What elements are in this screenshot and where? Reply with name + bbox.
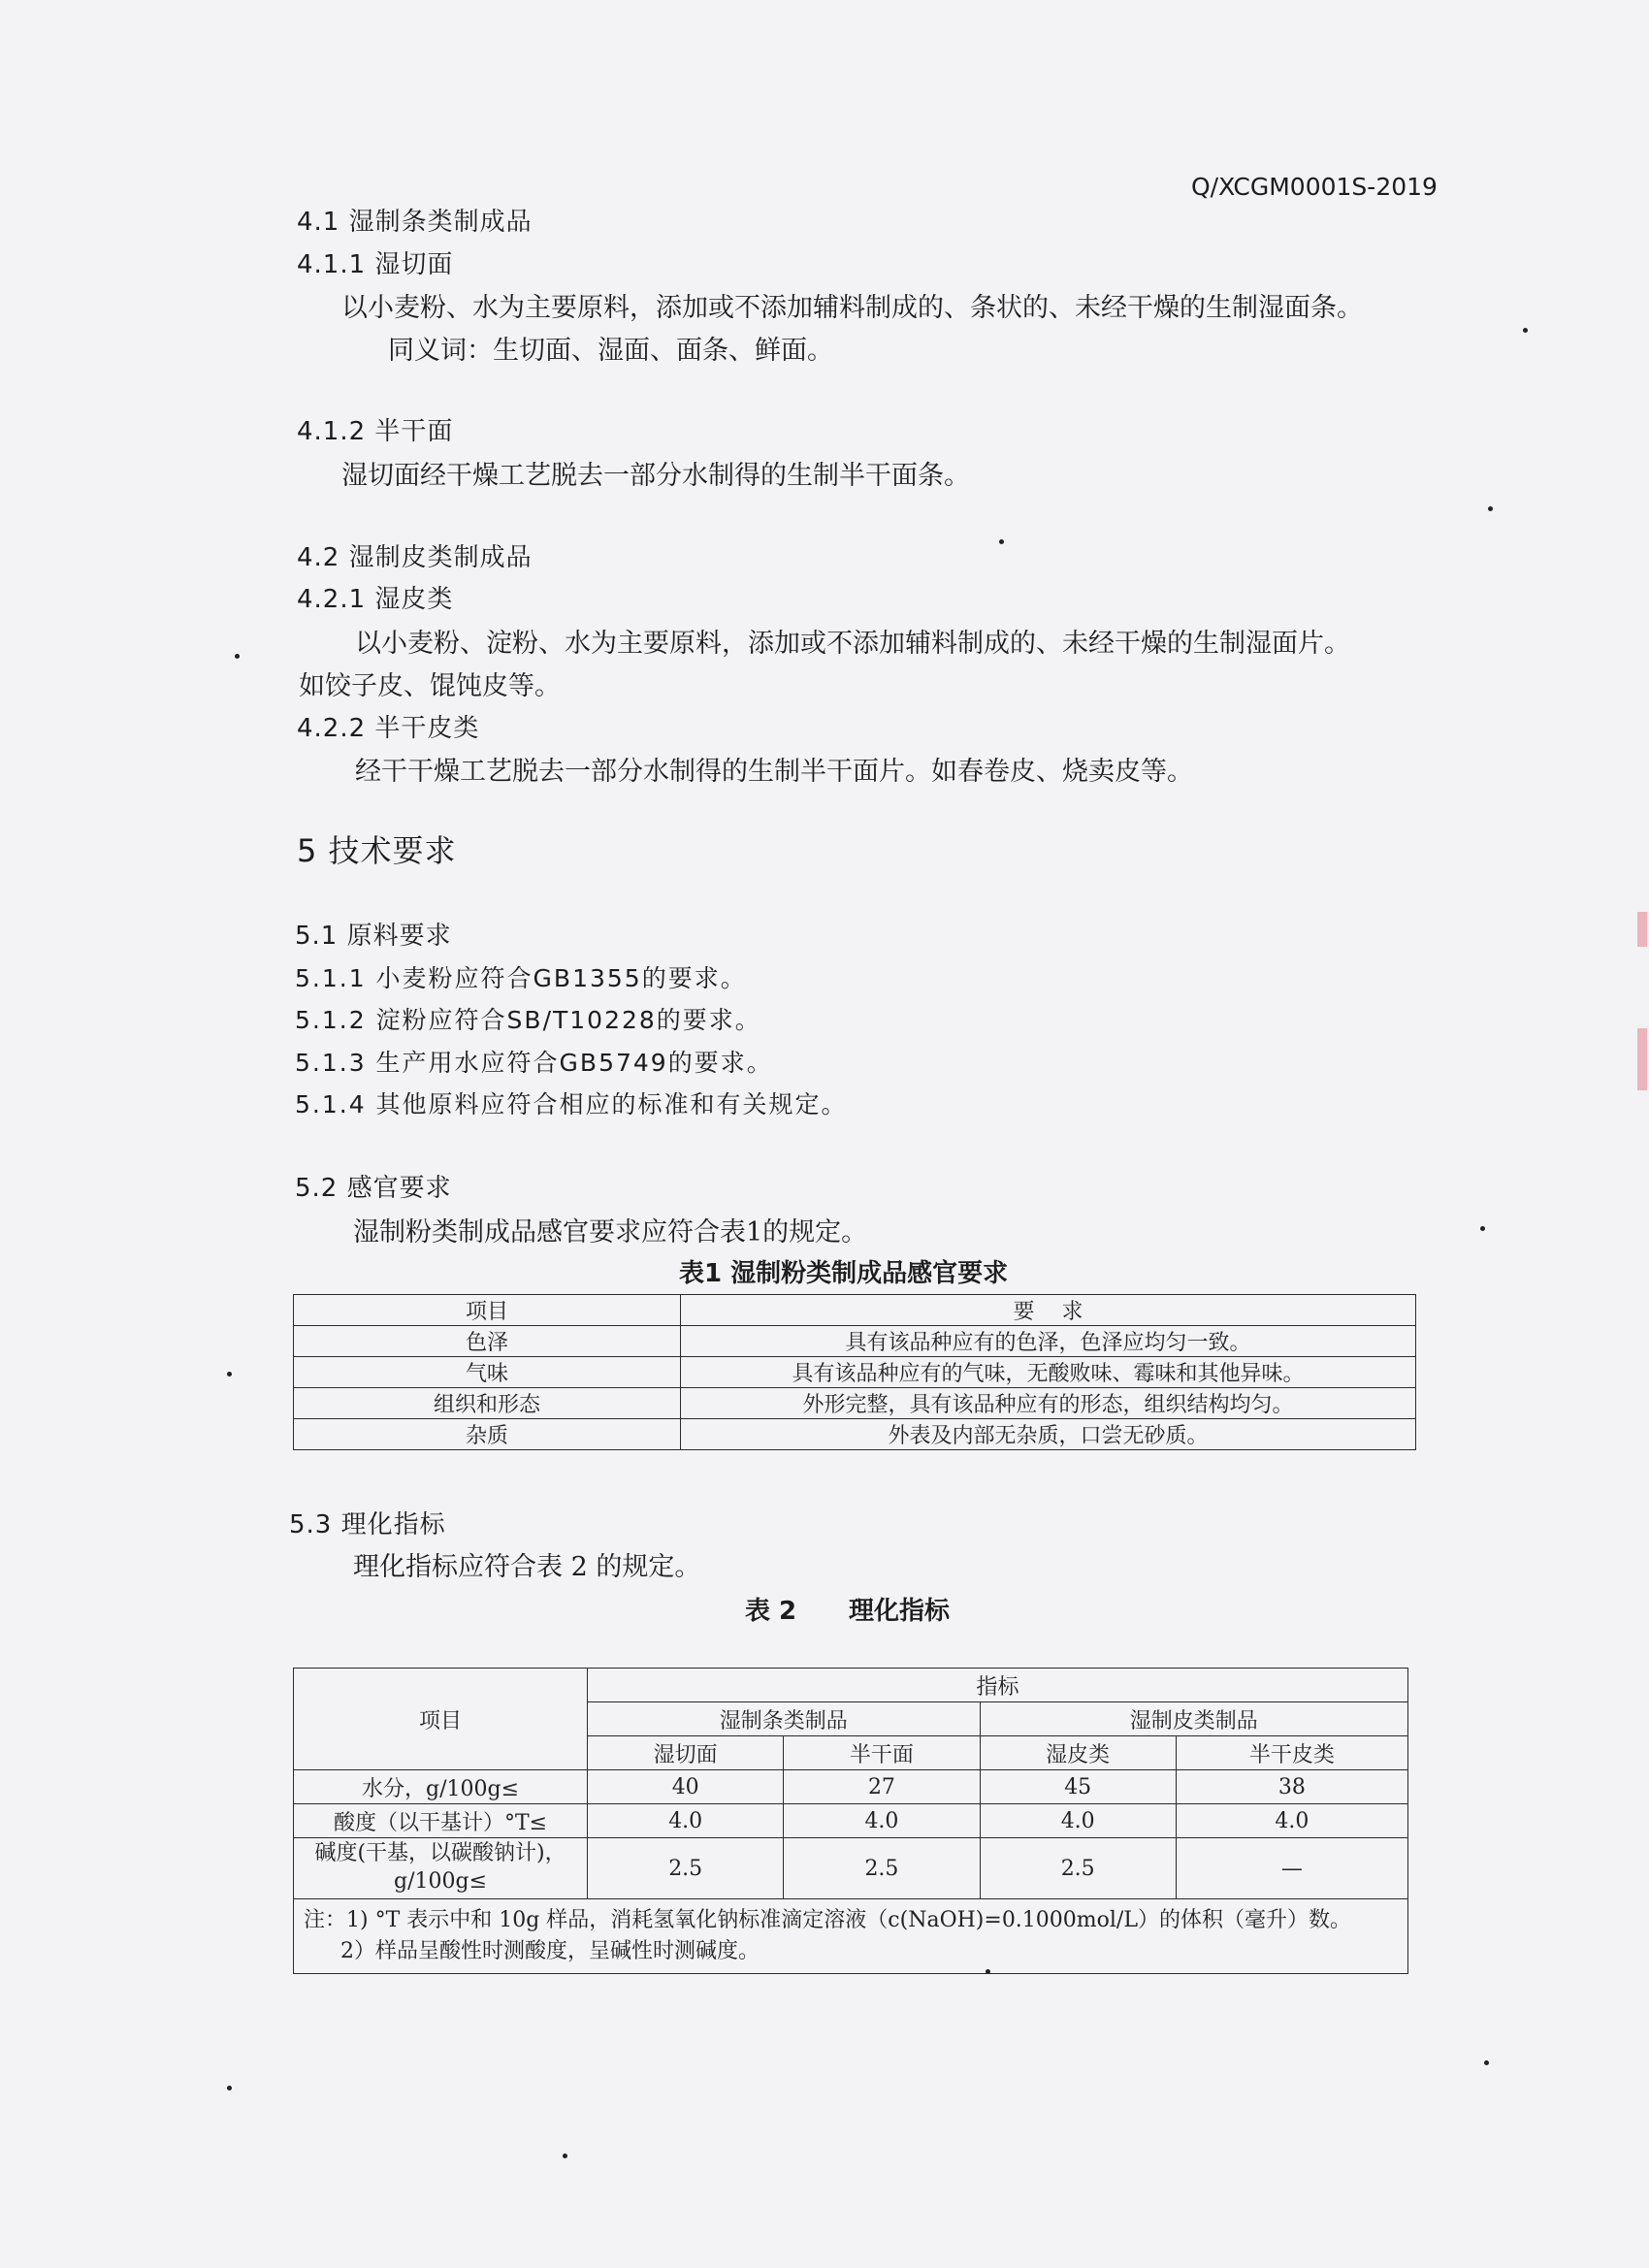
alkalinity-label-line2: g/100g≤ [394,1869,488,1894]
table-2-caption-title: 理化指标 [849,1597,951,1626]
table-header-cell: 项目 [294,1669,588,1770]
scan-speck [563,2154,567,2158]
section-4-1-title: 4.1 湿制条类制成品 [297,208,533,237]
section-4-2-1-text-line2: 如饺子皮、馄饨皮等。 [299,671,561,701]
section-5-title: 5 技术要求 [297,832,457,869]
section-4-2-1-text-line1: 以小麦粉、淀粉、水为主要原料，添加或不添加辅料制成的、未经干燥的生制湿面片。 [355,629,1350,659]
table-cell: 组织和形态 [294,1388,681,1419]
scan-speck [1480,1226,1485,1231]
table-cell: 色泽 [294,1326,681,1357]
table-note [294,1899,1408,1974]
table-cell: 45 [980,1770,1176,1804]
scan-speck [227,1372,232,1377]
table-header-cell: 半干皮类 [1176,1736,1407,1770]
scan-speck [999,539,1004,544]
section-4-1-2-text: 湿切面经干燥工艺脱去一部分水制得的生制半干面条。 [341,461,970,491]
requirement-5-1-4: 5.1.4 其他原料应符合相应的标准和有关规定。 [295,1090,848,1118]
table-row [294,1419,1416,1450]
table-cell: 具有该品种应有的色泽，色泽应均匀一致。 [681,1326,1416,1357]
table-cell: 2.5 [980,1838,1176,1899]
table-2-physicochemical-indicators [293,1668,1408,1974]
scan-speck [1488,506,1493,511]
table-header-cell: 湿制条类制品 [588,1702,981,1736]
table-cell: 38 [1176,1770,1407,1804]
scan-speck [1484,2060,1489,2065]
table-row [294,1357,1416,1388]
table-row [294,1669,1408,1702]
table-row [294,1326,1416,1357]
table-2-caption-number: 表 2 [745,1597,797,1626]
table-cell: 外表及内部无杂质，口尝无砂质。 [681,1419,1416,1450]
table-cell: 40 [588,1770,784,1804]
table-header-cell: 半干面 [784,1736,980,1770]
section-4-1-1-synonyms: 同义词：生切面、湿面、面条、鲜面。 [388,336,833,366]
table-cell: 酸度（以干基计）°T≤ [294,1804,588,1838]
table-row [294,1388,1416,1419]
table-cell: 杂质 [294,1419,681,1450]
table-cell: 4.0 [784,1804,980,1838]
scan-speck [227,2086,232,2090]
seal-edge-mark [1637,912,1647,947]
table-header-cell: 要 求 [681,1295,1416,1326]
table-header-cell: 项目 [294,1295,681,1326]
scan-speck [235,654,240,659]
table-cell: 水分，g/100g≤ [294,1770,588,1804]
table-note-line2: 2）样品呈酸性时测酸度，呈碱性时测碱度。 [340,1938,760,1963]
table-row [294,1804,1408,1838]
table-row [294,1295,1416,1326]
table-row [294,1838,1408,1899]
alkalinity-label-line1: 碱度(干基，以碳酸钠计)， [314,1841,566,1866]
table-header-cell: 湿制皮类制品 [980,1702,1407,1736]
table-cell: 具有该品种应有的气味，无酸败味、霉味和其他异味。 [681,1357,1416,1388]
table-cell: 气味 [294,1357,681,1388]
table-cell-multiline [294,1838,588,1899]
scan-speck [986,1969,990,1974]
table-note-line1: 注：1) °T 表示中和 10g 样品，消耗氢氧化钠标准滴定溶液（c(NaOH)=0.1000mol/L）的体积（毫升）数。 [304,1908,1351,1932]
section-5-1-title: 5.1 原料要求 [295,922,452,951]
table-cell: 27 [784,1770,980,1804]
table-cell: 外形完整，具有该品种应有的形态，组织结构均匀。 [681,1388,1416,1419]
table-header-cell: 湿切面 [588,1736,784,1770]
table-cell: 2.5 [588,1838,784,1899]
table-header-cell: 指标 [588,1669,1408,1702]
section-4-2-2-title: 4.2.2 半干皮类 [297,714,480,743]
section-4-2-2-text: 经干干燥工艺脱去一部分水制得的生制半干面片。如春卷皮、烧卖皮等。 [355,757,1193,787]
section-4-2-title: 4.2 湿制皮类制成品 [297,543,533,572]
table-cell: 4.0 [980,1804,1176,1838]
table-header-cell: 湿皮类 [980,1736,1176,1770]
document-number: Q/XCGM0001S-2019 [1191,173,1438,201]
table-cell: — [1176,1838,1407,1899]
section-4-1-1-text: 以小麦粉、水为主要原料，添加或不添加辅料制成的、条状的、未经干燥的生制湿面条。 [341,293,1363,323]
table-cell: 2.5 [784,1838,980,1899]
table-1-caption: 表1 湿制粉类制成品感官要求 [679,1259,1009,1288]
scan-speck [1523,328,1528,333]
table-1-sensory-requirements [293,1294,1416,1450]
section-4-1-1-title: 4.1.1 湿切面 [297,250,454,279]
section-5-3-title: 5.3 理化指标 [289,1510,446,1539]
requirement-5-1-3: 5.1.3 生产用水应符合GB5749的要求。 [295,1049,773,1077]
table-row [294,1899,1408,1974]
seal-edge-mark [1637,1028,1647,1090]
section-4-2-1-title: 4.2.1 湿皮类 [297,585,454,614]
table-cell: 4.0 [588,1804,784,1838]
requirement-5-1-2: 5.1.2 淀粉应符合SB/T10228的要求。 [295,1006,761,1034]
requirement-5-1-1: 5.1.1 小麦粉应符合GB1355的要求。 [295,964,747,992]
section-4-1-2-title: 4.1.2 半干面 [297,417,454,446]
section-5-2-text: 湿制粉类制成品感官要求应符合表1的规定。 [353,1217,868,1247]
table-row [294,1770,1408,1804]
table-cell: 4.0 [1176,1804,1407,1838]
section-5-3-text: 理化指标应符合表 2 的规定。 [353,1552,701,1582]
section-5-2-title: 5.2 感官要求 [295,1174,452,1203]
